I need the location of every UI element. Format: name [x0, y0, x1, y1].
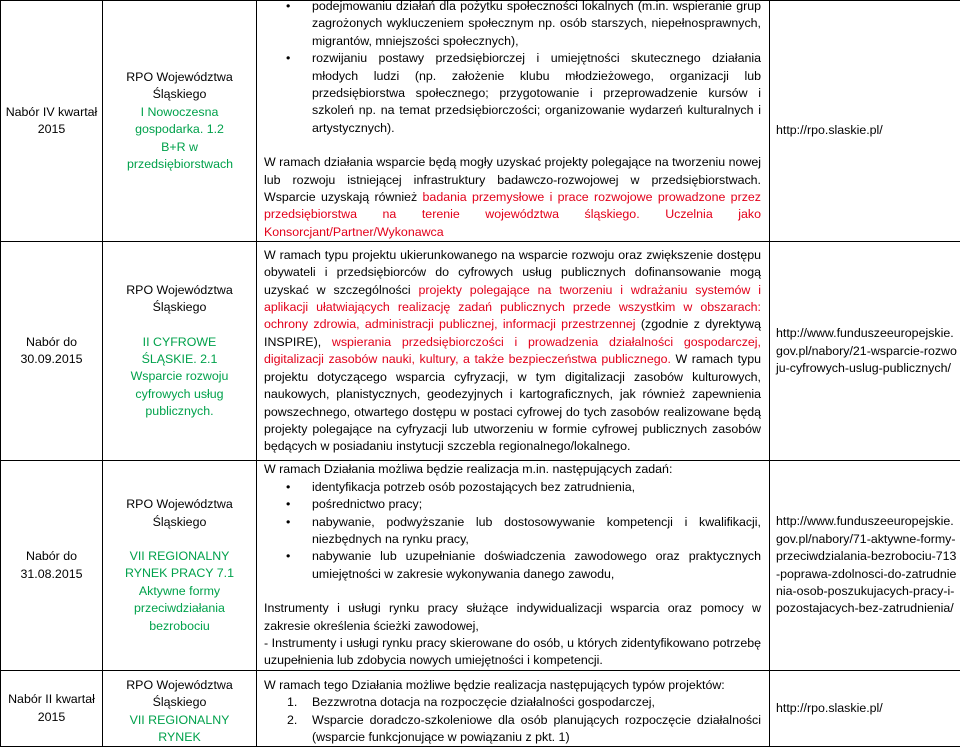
program-link[interactable]: http://www.funduszeeuropejskie.gov.pl/nabory/21-wsparcie-rozwoju-cyfrowych-uslug-publicznych/ [770, 325, 960, 377]
table-row [1, 242, 960, 461]
bullet-list [264, 479, 761, 583]
program-org: RPO Województwa Śląskiego [103, 282, 256, 317]
table-row [1, 670, 960, 747]
program-measure: I Nowoczesna gospodarka. 1.2 B+R w przedsiębiorstwach [103, 104, 256, 174]
link-cell [770, 242, 960, 461]
description-cell [257, 461, 770, 670]
program-org: RPO Województwa Śląskiego [103, 671, 256, 712]
program-org: RPO Województwa Śląskiego [103, 69, 256, 104]
table-row [1, 461, 960, 670]
link-cell [770, 1, 960, 242]
link-cell [770, 461, 960, 670]
numbered-list [264, 694, 761, 746]
table-row [1, 1, 960, 242]
deadline-cell: Nabór II kwartał 2015 [1, 670, 103, 747]
description-paragraph: W ramach działania wsparcie będą mogły uzyskać projekty polegające na tworzeniu nowej lub rozwoju istniejącej infrastruktury badawczo-rozwojowej w przedsiębiorstwach. Wsparcie uzyskają również badania przemysłowe i prace rozwojowe prowadzone przez przedsiębiorstwa na terenie województwa śląskiego. Uczelnia jako Konsorcjant/Partner/Wykonawca [264, 154, 761, 241]
description-paragraph: - Instrumenty i usługi rynku pracy skierowane do osób, u których zidentyfikowano potrzebę uzupełnienia lub zdobycia nowych umiejętności i kompetencji. [264, 635, 761, 670]
program-link[interactable]: http://rpo.slaskie.pl/ [770, 122, 960, 139]
description-cell [257, 242, 770, 461]
list-item: • rozwijaniu postawy przedsiębiorczej i umiejętności skutecznego działania młodych ludzi (np. założenie klubu młodzieżowego, organizacji lub przedsiębiorstwa społecznego; przygotowanie i przeprowadzenie kursów i szkoleń np. na temat przedsiębiorczości; organizowanie wydarzeń kulturalnych i artystycznych). [312, 50, 761, 137]
bullet-list [264, 0, 761, 137]
deadline-cell: Nabór do 31.08.2015 [1, 461, 103, 670]
program-link[interactable]: http://www.funduszeeuropejskie.gov.pl/nabory/71-aktywne-formy-przeciwdzialania-bezrobociu-713-poprawa-zdolnosci-do-zatrudnienia-osob-poszukujacych-pracy-i-pozostajacych-bez-zatrudnienia/ [770, 513, 960, 617]
program-cell [103, 461, 257, 670]
program-org: RPO Województwa Śląskiego [103, 496, 256, 531]
program-measure: VII REGIONALNY RYNEK [103, 712, 256, 747]
program-cell [103, 670, 257, 747]
list-item: • nabywanie lub uzupełnianie doświadczenia zawodowego oraz praktycznych umiejętności w zakresie wykonywania danego zawodu, [312, 548, 761, 583]
description-cell [257, 1, 770, 242]
program-cell [103, 1, 257, 242]
description-paragraph: Instrumenty i usługi rynku pracy służące indywidualizacji wsparcia oraz pomocy w zakresie określenia ścieżki zawodowej, [264, 600, 761, 635]
list-item: • nabywanie, podwyższanie lub dostosowywanie kompetencji i kwalifikacji, niezbędnych na rynku pracy, [312, 514, 761, 549]
deadline-cell: Nabór IV kwartał 2015 [1, 1, 103, 242]
list-item: • identyfikacja potrzeb osób pozostających bez zatrudnienia, [312, 479, 761, 496]
program-measure: VII REGIONALNY RYNEK PRACY 7.1 Aktywne formy przeciwdziałania bezrobociu [103, 548, 256, 635]
description-cell [257, 670, 770, 747]
description-intro: W ramach Działania możliwa będzie realizacja m.in. następujących zadań: [264, 461, 761, 478]
list-item: 1. Bezzwrotna dotacja na rozpoczęcie działalności gospodarczej, [312, 694, 761, 711]
description-intro: W ramach tego Działania możliwe będzie realizacja następujących typów projektów: [264, 677, 761, 694]
program-cell [103, 242, 257, 461]
list-item: • pośrednictwo pracy; [312, 496, 761, 513]
description-paragraph: W ramach typu projektu ukierunkowanego na wsparcie rozwoju oraz zwiększenie dostępu obywateli i przedsiębiorców do cyfrowych usług publicznych dofinansowanie mogą uzyskać w szczególności projekty polegające na tworzeniu i wdrażaniu systemów i aplikacji ułatwiających realizację zadań publicznych przede wszystkim w obszarach: ochrony zdrowia, administracji publicznej, informacji przestrzennej (zgodnie z dyrektywą INSPIRE), wspierania przedsiębiorczości i prowadzenia działalności gospodarczej, digitalizacji zasobów nauki, kultury, a także bezpieczeństwa publicznego. W ramach typu projektu dotyczącego wsparcia cyfryzacji, w tym digitalizacji zasobów kulturowych, naukowych, planistycznych, geodezyjnych i kartograficznych, jak również zapewnienia powszechnego, otwartego dostępu w postaci cyfrowej do tych zasobów realizowane będą projekty polegające na cyfryzacji lub utworzeniu w formie cyfrowej publicznych zasobów będących w posiadaniu instytucji szczebla regionalnego/lokalnego. [264, 247, 761, 456]
program-measure: II CYFROWE ŚLĄSKIE. 2.1 Wsparcie rozwoju cyfrowych usług publicznych. [103, 334, 256, 421]
list-item: • podejmowaniu działań dla pożytku społeczności lokalnych (m.in. wspieranie grup zagrożonych wykluczeniem społecznym np. osób starszych, niepełnosprawnych, migrantów, mniejszości społecznych), [312, 0, 761, 50]
link-cell [770, 670, 960, 747]
list-item: 2. Wsparcie doradczo-szkoleniowe dla osób planujących rozpoczęcie działalności (wsparcie funkcjonujące w powiązaniu z pkt. 1) [312, 712, 761, 747]
deadline-cell: Nabór do 30.09.2015 [1, 242, 103, 461]
program-link[interactable]: http://rpo.slaskie.pl/ [770, 700, 960, 717]
